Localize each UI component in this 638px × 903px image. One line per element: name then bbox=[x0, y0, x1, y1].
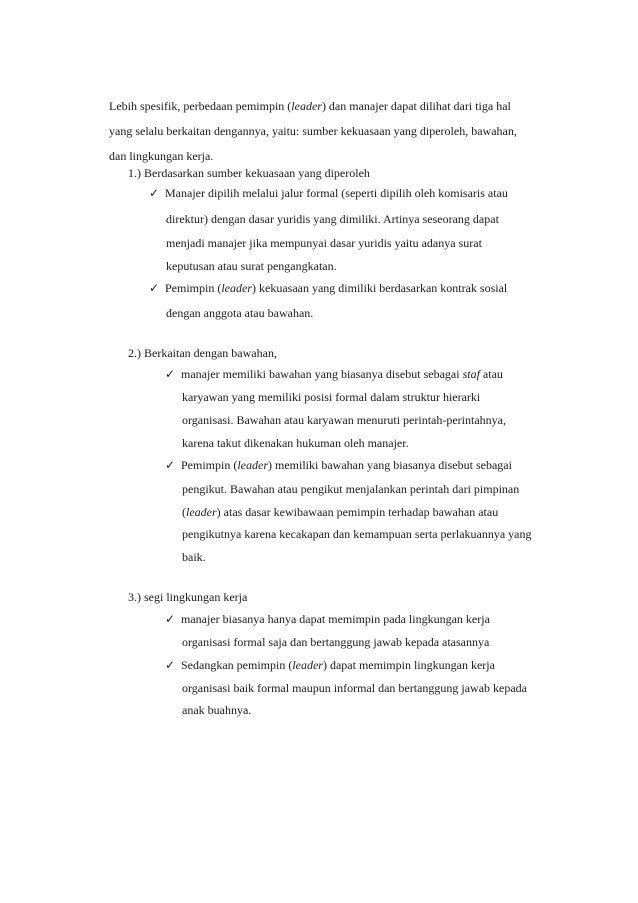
check-icon: ✓ bbox=[165, 367, 176, 381]
section-1-bullet-2: ✓ Pemimpin (leader) kekuasaan yang dimiliki berdasarkan kontrak sosial bbox=[149, 281, 508, 295]
section-1-bullet-1: ✓ Manajer dipilih melalui jalur formal (seperti dipilih oleh komisaris atau bbox=[149, 186, 508, 200]
section-3-bullet-2-line-2: organisasi baik formal maupun informal dan bertanggung jawab kepada bbox=[182, 681, 528, 695]
intro-line-1: Lebih spesifik, perbedaan pemimpin (leader) dan manajer dapat dilihat dari tiga hal bbox=[109, 99, 511, 113]
check-icon: ✓ bbox=[165, 458, 176, 472]
section-2-bullet-1: ✓ manajer memiliki bawahan yang biasanya disebut sebagai staf atau bbox=[165, 367, 503, 381]
section-1-heading: 1.) Berdasarkan sumber kekuasaan yang diperoleh bbox=[128, 166, 370, 180]
section-2-heading: 2.) Berkaitan dengan bawahan, bbox=[128, 346, 277, 360]
section-1-bullet-1-line-4: keputusan atau surat pengangkatan. bbox=[166, 259, 337, 273]
section-3-bullet-1-line-2: organisasi formal saja dan bertanggung jawab kepada atasannya bbox=[182, 635, 490, 649]
section-3-heading: 3.) segi lingkungan kerja bbox=[128, 590, 248, 604]
section-2-bullet-2-line-5: baik. bbox=[182, 550, 206, 564]
section-2-bullet-1-line-2: karyawan yang memiliki posisi formal dalam struktur hierarki bbox=[182, 390, 481, 404]
check-icon: ✓ bbox=[149, 281, 160, 295]
section-3-bullet-2-line-3: anak buahnya. bbox=[182, 703, 252, 717]
section-2-bullet-2-line-4: pengikutnya karena kecakapan dan kemampuan serta perlakuannya yang bbox=[182, 527, 532, 541]
section-2-bullet-1-line-3: organisasi. Bawahan atau karyawan menuruti perintah-perintahnya, bbox=[182, 413, 506, 427]
section-1-bullet-1-line-2: direktur) dengan dasar yuridis yang dimiliki. Artinya seseorang dapat bbox=[166, 212, 499, 226]
section-2-bullet-2-line-3: (leader) atas dasar kewibawaan pemimpin terhadap bawahan atau bbox=[182, 505, 499, 519]
section-3-bullet-2: ✓ Sedangkan pemimpin (leader) dapat memimpin lingkungan kerja bbox=[165, 658, 495, 672]
section-2-bullet-1-line-4: karena takut dikenakan hukuman oleh manajer. bbox=[182, 436, 409, 450]
check-icon: ✓ bbox=[165, 658, 176, 672]
section-1-bullet-1-line-3: menjadi manajer jika mempunyai dasar yuridis yaitu adanya surat bbox=[166, 236, 482, 250]
check-icon: ✓ bbox=[165, 612, 176, 626]
intro-line-3: dan lingkungan kerja. bbox=[109, 149, 214, 163]
section-1-bullet-2-line-2: dengan anggota atau bawahan. bbox=[166, 306, 314, 320]
section-2-bullet-2: ✓ Pemimpin (leader) memiliki bawahan yang biasanya disebut sebagai bbox=[165, 458, 512, 472]
section-2-bullet-2-line-2: pengikut. Bawahan atau pengikut menjalankan perintah dari pimpinan bbox=[182, 482, 520, 496]
check-icon: ✓ bbox=[149, 186, 160, 200]
section-3-bullet-1: ✓ manajer biasanya hanya dapat memimpin pada lingkungan kerja bbox=[165, 612, 490, 626]
intro-line-2: yang selalu berkaitan dengannya, yaitu: sumber kekuasaan yang diperoleh, bawahan, bbox=[109, 124, 517, 138]
